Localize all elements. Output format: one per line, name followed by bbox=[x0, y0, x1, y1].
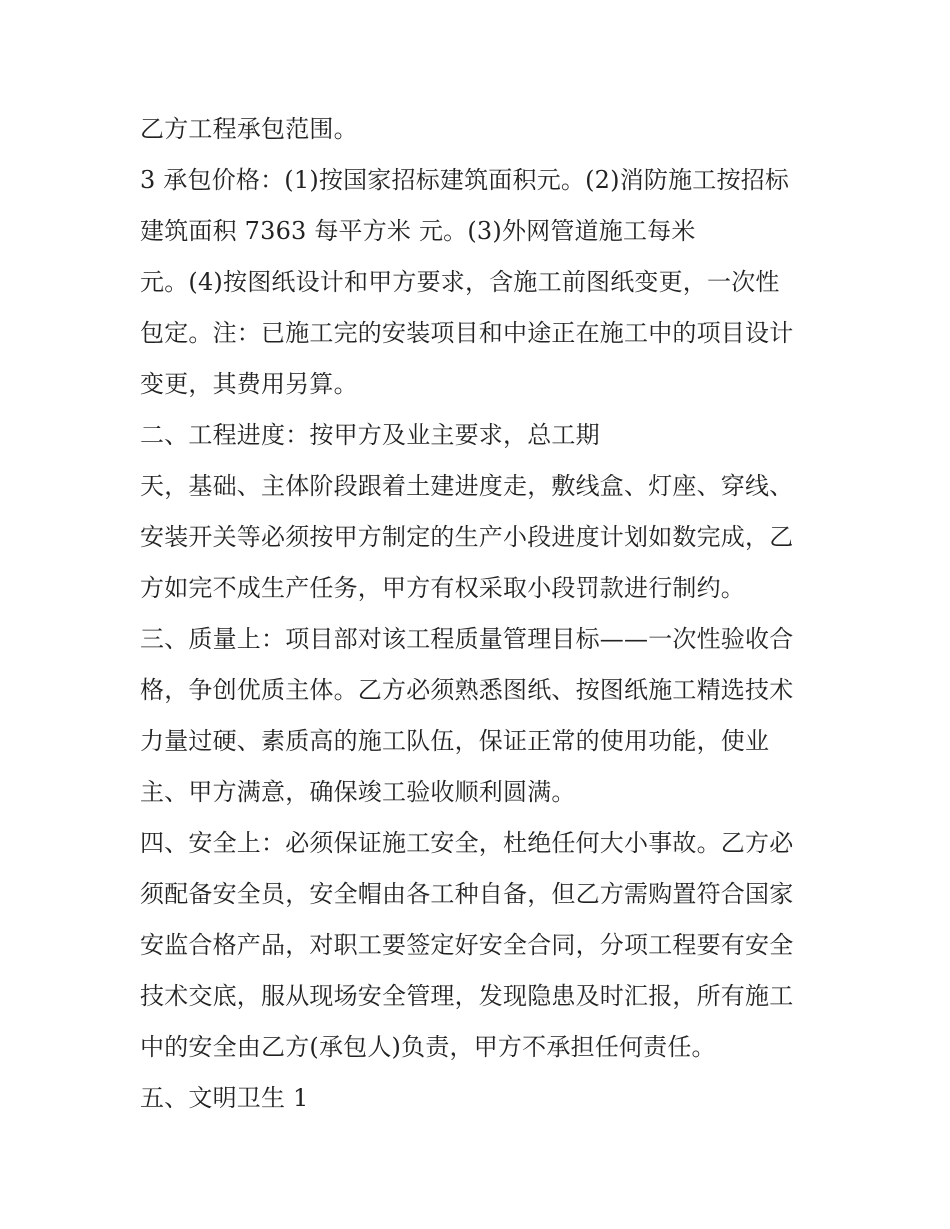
text-line: 天，基础、主体阶段跟着土建进度走，敷线盒、灯座、穿线、 bbox=[140, 472, 794, 500]
text-line: 变更，其费用另算。 bbox=[140, 370, 358, 398]
text-line: 格，争创优质主体。乙方必须熟悉图纸、按图纸施工精选技术 bbox=[140, 676, 794, 704]
text-line: 四、安全上：必须保证施工安全，杜绝任何大小事故。乙方必 bbox=[140, 829, 794, 857]
text-line: 技术交底，服从现场安全管理，发现隐患及时汇报，所有施工 bbox=[140, 982, 794, 1010]
text-line: 方如完不成生产任务，甲方有权采取小段罚款进行制约。 bbox=[140, 574, 745, 602]
text-line: 包定。注：已施工完的安装项目和中途正在施工中的项目设计 bbox=[140, 319, 794, 347]
text-line: 3 承包价格：(1)按国家招标建筑面积元。(2)消防施工按招标 bbox=[140, 166, 790, 194]
text-line: 安监合格产品，对职工要签定好安全合同，分项工程要有安全 bbox=[140, 931, 794, 959]
text-line: 安装开关等必须按甲方制定的生产小段进度计划如数完成，乙 bbox=[140, 523, 794, 551]
text-line: 建筑面积 7363 每平方米 元。(3)外网管道施工每米 bbox=[140, 217, 696, 245]
text-line: 中的安全由乙方(承包人)负责，甲方不承担任何责任。 bbox=[140, 1033, 716, 1061]
text-line: 五、文明卫生 1 bbox=[140, 1084, 309, 1112]
text-line: 元。(4)按图纸设计和甲方要求，含施工前图纸变更，一次性 bbox=[140, 268, 780, 296]
text-line: 力量过硬、素质高的施工队伍，保证正常的使用功能，使业 bbox=[140, 727, 770, 755]
text-line: 三、质量上：项目部对该工程质量管理目标——一次性验收合 bbox=[140, 625, 794, 653]
text-line: 乙方工程承包范围。 bbox=[140, 115, 358, 143]
text-line: 主、甲方满意，确保竣工验收顺利圆满。 bbox=[140, 778, 576, 806]
text-line: 须配备安全员，安全帽由各工种自备，但乙方需购置符合国家 bbox=[140, 880, 794, 908]
text-line: 二、工程进度：按甲方及业主要求，总工期 bbox=[140, 421, 600, 449]
